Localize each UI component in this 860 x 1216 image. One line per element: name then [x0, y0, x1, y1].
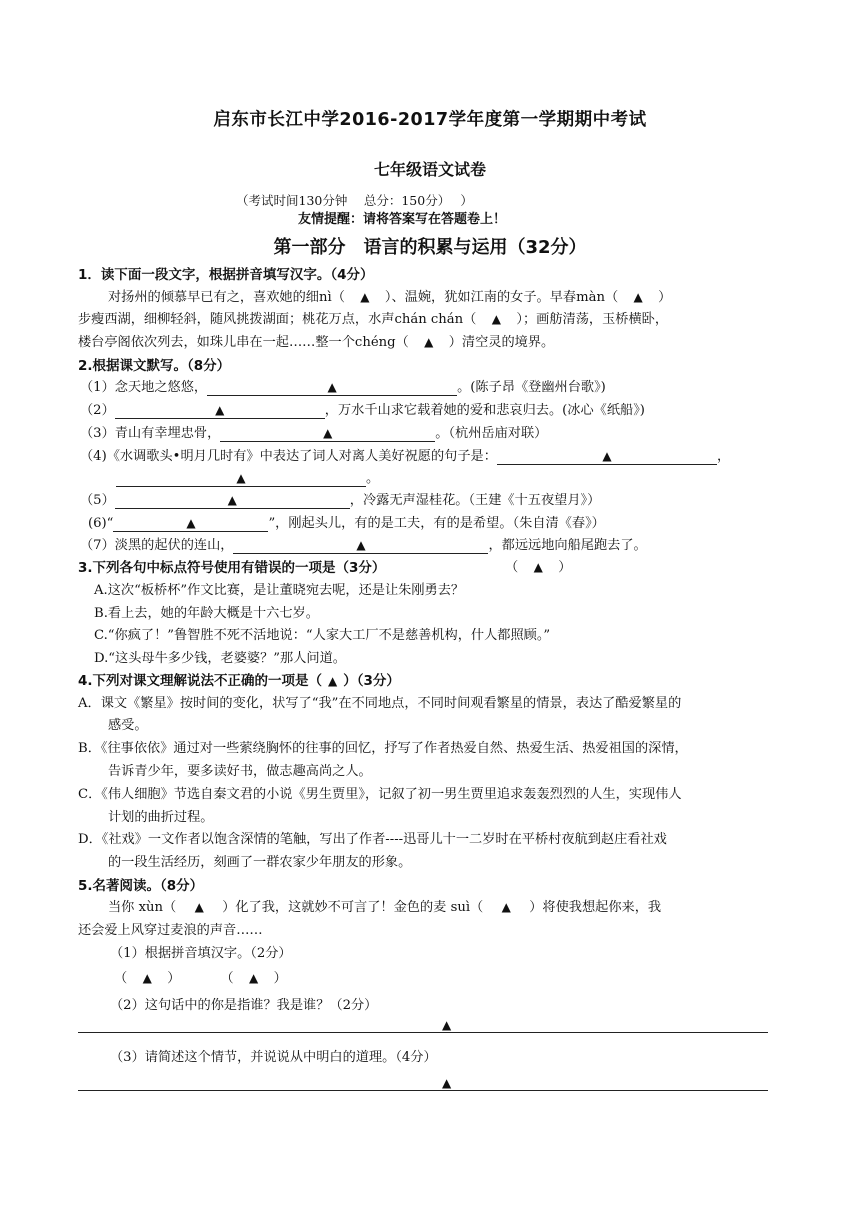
answer-line[interactable]	[78, 1090, 768, 1091]
q1-text: ）清空灵的境界。	[448, 335, 555, 350]
option-a: A.这次“板桥杯”作文比赛，是让董晓宛去呢，还是让朱刚勇去？	[94, 583, 465, 598]
option-c-cont: 计划的曲折过程。	[108, 810, 214, 825]
answer-blank[interactable]: ▲	[115, 492, 350, 509]
option-c: C．《伟人细胞》节选自秦文君的小说《男生贾里》，记叙了初一男生贾里追求轰轰烈烈的人生，实现伟人	[78, 787, 682, 802]
answer-blank[interactable]: ▲	[115, 402, 325, 419]
blank-marker: ▲	[442, 1018, 452, 1032]
answer-paren: （ ▲ ）	[505, 560, 572, 575]
sub-question-1: （1）根据拼音填汉字。（2分）	[110, 946, 292, 961]
recitation-item-5: （5） ▲ ，冷露无声湿桂花。（王建《十五夜望月》）	[80, 493, 601, 508]
recitation-item-3: （3）青山有幸埋忠骨， ▲ 。（杭州岳庙对联）	[80, 426, 548, 441]
recitation-item-4-cont: ▲ 。	[116, 467, 379, 487]
blank-marker: ▲	[424, 335, 434, 349]
question-1-title: 1．读下面一段文字，根据拼音填写汉字。（4分）	[78, 267, 374, 283]
option-d: D.“这头母牛多少钱，老婆婆？”那人问道。	[94, 651, 346, 666]
question-3-title: 3.下列各句中标点符号使用有错误的一项是（3分）	[78, 560, 386, 576]
option-a-cont: 感受。	[108, 718, 148, 733]
answer-blank[interactable]: ▲	[233, 537, 488, 554]
q1-text: ）、温婉，犹如江南的女子。早春màn（	[384, 290, 619, 305]
question-1-line-1	[108, 286, 671, 305]
q1-text: ）；画舫清荡，玉桥横卧，	[516, 312, 669, 327]
passage-line-2: 还会爱上风穿过麦浪的声音……	[78, 923, 263, 938]
option-b: B.看上去，她的年龄大概是十六七岁。	[94, 606, 319, 621]
question-1-line-2	[78, 308, 668, 327]
blank-marker: ▲	[442, 1076, 452, 1090]
sub-question-3: （3）请简述这个情节，并说说从中明白的道理。（4分）	[110, 1050, 437, 1065]
q1-text: ）	[658, 290, 672, 305]
question-2-title: 2.根据课文默写。（8分）	[78, 358, 231, 374]
answer-blank[interactable]: ▲	[116, 470, 366, 487]
passage-line-1: 当你 xùn（ ▲ ）化了我，这就妙不可言了！金色的麦 suì（ ▲ ）将使我想起你来，我	[108, 900, 662, 915]
question-1-line-3	[78, 331, 554, 350]
sub-question-2: （2）这句话中的你是指谁？我是谁？（2分）	[110, 998, 378, 1013]
exam-subtitle: 七年级语文试卷	[373, 160, 486, 179]
friendly-tip: 友情提醒：请将答案写在答题卷上！	[298, 212, 507, 227]
answer-blank[interactable]: ▲	[497, 448, 717, 465]
option-b-cont: 告诉青少年，要多读好书，做志趣高尚之人。	[108, 764, 372, 779]
option-b: B．《往事依依》通过对一些萦绕胸怀的往事的回忆，抒写了作者热爱自然、热爱生活、热爱祖国的深情，	[78, 741, 688, 756]
part-one-heading: 第一部分 语言的积累与运用（32分）	[273, 237, 587, 258]
option-c: C.“你疯了！”鲁智胜不死不活地说：“人家大工厂不是慈善机构，什人都照顾。”	[94, 628, 551, 643]
blank-marker: ▲	[360, 290, 370, 304]
blank-marker: ▲	[633, 290, 643, 304]
recitation-item-2: （2） ▲ ，万水千山求它载着她的爱和悲哀归去。(冰心《纸船》)	[80, 403, 645, 418]
recitation-item-4: （4)《水调歌头•明月几时有》中表达了词人对离人美好祝愿的句子是： ▲ ，	[80, 449, 731, 464]
answer-line[interactable]	[78, 1032, 768, 1033]
q1-text: 楼台亭阁依次列去，如珠儿串在一起……整一个chéng（	[78, 335, 409, 350]
recitation-item-7: （7）淡黑的起伏的连山， ▲ ，都远远地向船尾跑去了。	[80, 538, 647, 553]
recitation-item-6: (6)“ ▲ ”，刚起头儿，有的是工夫，有的是希望。（朱自清《春》）	[88, 516, 605, 531]
recitation-item-1: （1）念天地之悠悠， ▲ 。(陈子昂《登幽州台歌》)	[80, 380, 606, 395]
option-d: D．《社戏》一文作者以饱含深情的笔触，写出了作者----迅哥儿十一二岁时在平桥村夜航到赵庄看社戏	[78, 832, 667, 847]
answer-blank[interactable]: ▲	[207, 379, 457, 396]
exam-title: 启东市长江中学2016-2017学年度第一学期期中考试	[213, 110, 647, 130]
answer-blank[interactable]: ▲	[220, 425, 435, 442]
option-a: A．课文《繁星》按时间的变化，状写了“我”在不同地点，不同时间观看繁星的情景，表达了酷爱繁星的	[78, 696, 682, 711]
option-d-cont: 的一段生活经历，刻画了一群农家少年朋友的形象。	[108, 855, 412, 870]
question-5-title: 5.名著阅读。（8分）	[78, 878, 204, 894]
question-4-title: 4.下列对课文理解说法不正确的一项是（ ▲ ）（3分）	[78, 673, 400, 689]
q1-text: 步瘦西湖，细柳轻斜，随风挑拨湖面；桃花万点，水声chán chán（	[78, 312, 477, 327]
pinyin-answer-boxes: （ ▲ ） （ ▲ ）	[114, 971, 287, 986]
answer-blank[interactable]: ▲	[113, 515, 268, 532]
blank-marker: ▲	[491, 312, 501, 326]
exam-info: （考试时间130分钟 总分：150分） ）	[236, 193, 473, 208]
q1-text: 对扬州的倾慕早已有之，喜欢她的细nì（	[108, 290, 345, 305]
